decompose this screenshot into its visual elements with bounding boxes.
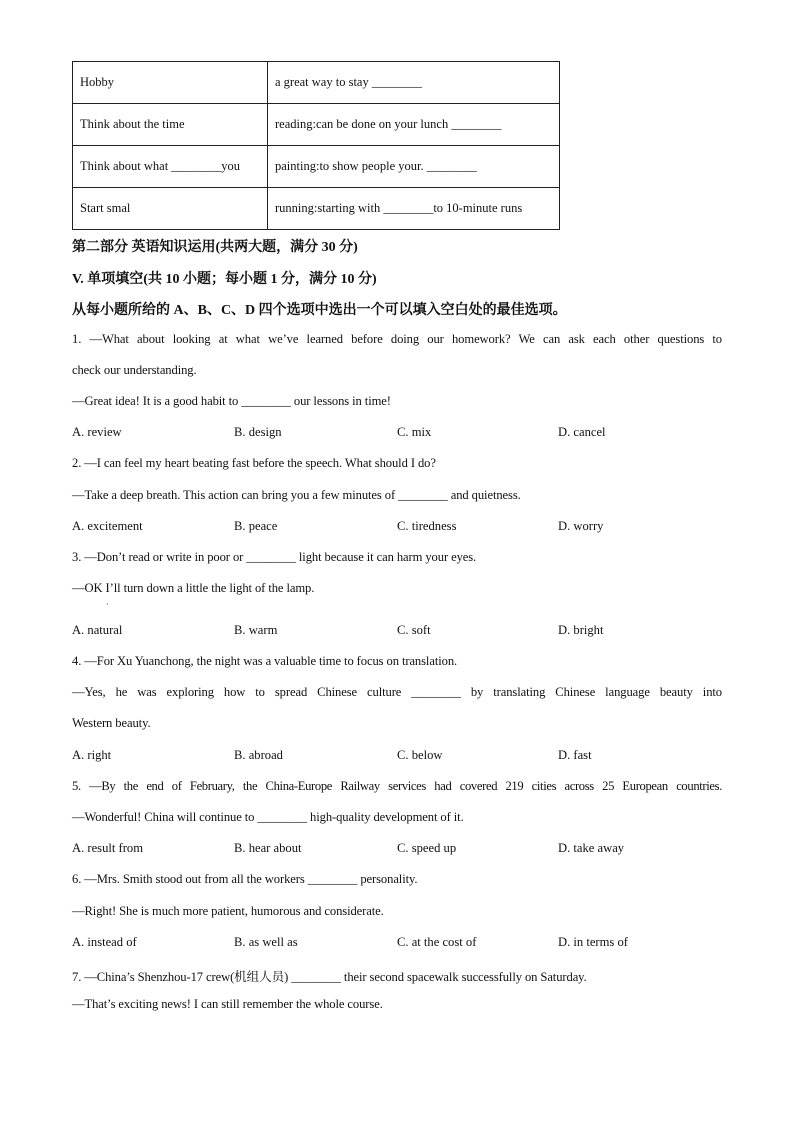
option-d[interactable]: D. take away bbox=[558, 841, 625, 855]
option-a[interactable]: A. review bbox=[72, 425, 122, 439]
question-6-stem: 6. —Mrs. Smith stood out from all the workers ________ personality. bbox=[72, 872, 418, 886]
question-7-stem: 7. —China’s Shenzhou-17 crew(机组人员) ________ their second spacewalk successfully on Saturday. bbox=[72, 970, 587, 984]
question-5-options bbox=[72, 841, 722, 859]
table-row bbox=[73, 104, 560, 146]
option-b[interactable]: B. design bbox=[234, 425, 282, 439]
option-a[interactable]: A. natural bbox=[72, 623, 123, 637]
table-row bbox=[73, 62, 560, 104]
question-1-stem: 1. —What about looking at what we’ve learned before doing our homework? We can ask each other questions to bbox=[72, 332, 722, 346]
question-1-options bbox=[72, 425, 722, 443]
option-a[interactable]: A. result from bbox=[72, 841, 143, 855]
option-d[interactable]: D. cancel bbox=[558, 425, 606, 439]
table-row bbox=[73, 188, 560, 230]
question-5-reply: —Wonderful! China will continue to ________ high-quality development of it. bbox=[72, 810, 464, 824]
task-table bbox=[72, 61, 560, 230]
section-heading: V. 单项填空(共 10 小题；每小题 1 分，满分 10 分) bbox=[72, 272, 377, 287]
question-4-reply-cont: Western beauty. bbox=[72, 716, 151, 730]
question-3-reply: —OK I’ll turn down a little the light of the lamp. bbox=[72, 581, 315, 595]
option-b[interactable]: B. abroad bbox=[234, 748, 283, 762]
table-cell: a great way to stay ________ bbox=[268, 62, 560, 104]
question-1-stem-cont: check our understanding. bbox=[72, 363, 197, 377]
option-d[interactable]: D. worry bbox=[558, 519, 604, 533]
question-4-stem: 4. —For Xu Yuanchong, the night was a valuable time to focus on translation. bbox=[72, 654, 458, 668]
option-a[interactable]: A. instead of bbox=[72, 935, 137, 949]
question-3-options bbox=[72, 623, 722, 641]
question-3-stem: 3. —Don’t read or write in poor or ________ light because it can harm your eyes. bbox=[72, 550, 477, 564]
option-c[interactable]: C. below bbox=[397, 748, 443, 762]
question-2-reply: —Take a deep breath. This action can bring you a few minutes of ________ and quietness. bbox=[72, 488, 521, 502]
option-a[interactable]: A. excitement bbox=[72, 519, 143, 533]
option-d[interactable]: D. bright bbox=[558, 623, 604, 637]
question-4-reply: —Yes, he was exploring how to spread Chinese culture ________ by translating Chinese language beauty into bbox=[72, 685, 722, 699]
option-c[interactable]: C. soft bbox=[397, 623, 431, 637]
question-7-reply: —That’s exciting news! I can still remember the whole course. bbox=[72, 997, 383, 1011]
option-c[interactable]: C. speed up bbox=[397, 841, 457, 855]
option-c[interactable]: C. tiredness bbox=[397, 519, 457, 533]
question-6-options bbox=[72, 935, 722, 953]
table-row bbox=[73, 146, 560, 188]
option-b[interactable]: B. hear about bbox=[234, 841, 302, 855]
table-cell: Hobby bbox=[73, 62, 268, 104]
table-cell: running:starting with ________to 10-minute runs bbox=[268, 188, 560, 230]
section-instruction: 从每小题所给的 A、B、C、D 四个选项中选出一个可以填入空白处的最佳选项。 bbox=[72, 303, 567, 318]
option-d[interactable]: D. in terms of bbox=[558, 935, 628, 949]
part-heading: 第二部分 英语知识运用(共两大题，满分 30 分) bbox=[72, 240, 358, 255]
question-4-options bbox=[72, 748, 722, 766]
question-2-options bbox=[72, 519, 722, 537]
option-b[interactable]: B. warm bbox=[234, 623, 278, 637]
option-d[interactable]: D. fast bbox=[558, 748, 592, 762]
table-cell: reading:can be done on your lunch ________ bbox=[268, 104, 560, 146]
option-b[interactable]: B. peace bbox=[234, 519, 278, 533]
question-1-reply: —Great idea! It is a good habit to ________ our lessons in time! bbox=[72, 394, 391, 408]
option-a[interactable]: A. right bbox=[72, 748, 112, 762]
option-c[interactable]: C. mix bbox=[397, 425, 432, 439]
question-2-stem: 2. —I can feel my heart beating fast before the speech. What should I do? bbox=[72, 456, 436, 470]
question-6-reply: —Right! She is much more patient, humorous and considerate. bbox=[72, 904, 384, 918]
table-cell: Start smal bbox=[73, 188, 268, 230]
table-cell: Think about the time bbox=[73, 104, 268, 146]
table-cell: Think about what ________you bbox=[73, 146, 268, 188]
option-b[interactable]: B. as well as bbox=[234, 935, 298, 949]
option-c[interactable]: C. at the cost of bbox=[397, 935, 477, 949]
question-5-stem: 5. —By the end of February, the China-Europe Railway services had covered 219 cities across 25 European countries. bbox=[72, 779, 722, 793]
stray-mark: · bbox=[106, 600, 109, 609]
table-cell: painting:to show people your. ________ bbox=[268, 146, 560, 188]
